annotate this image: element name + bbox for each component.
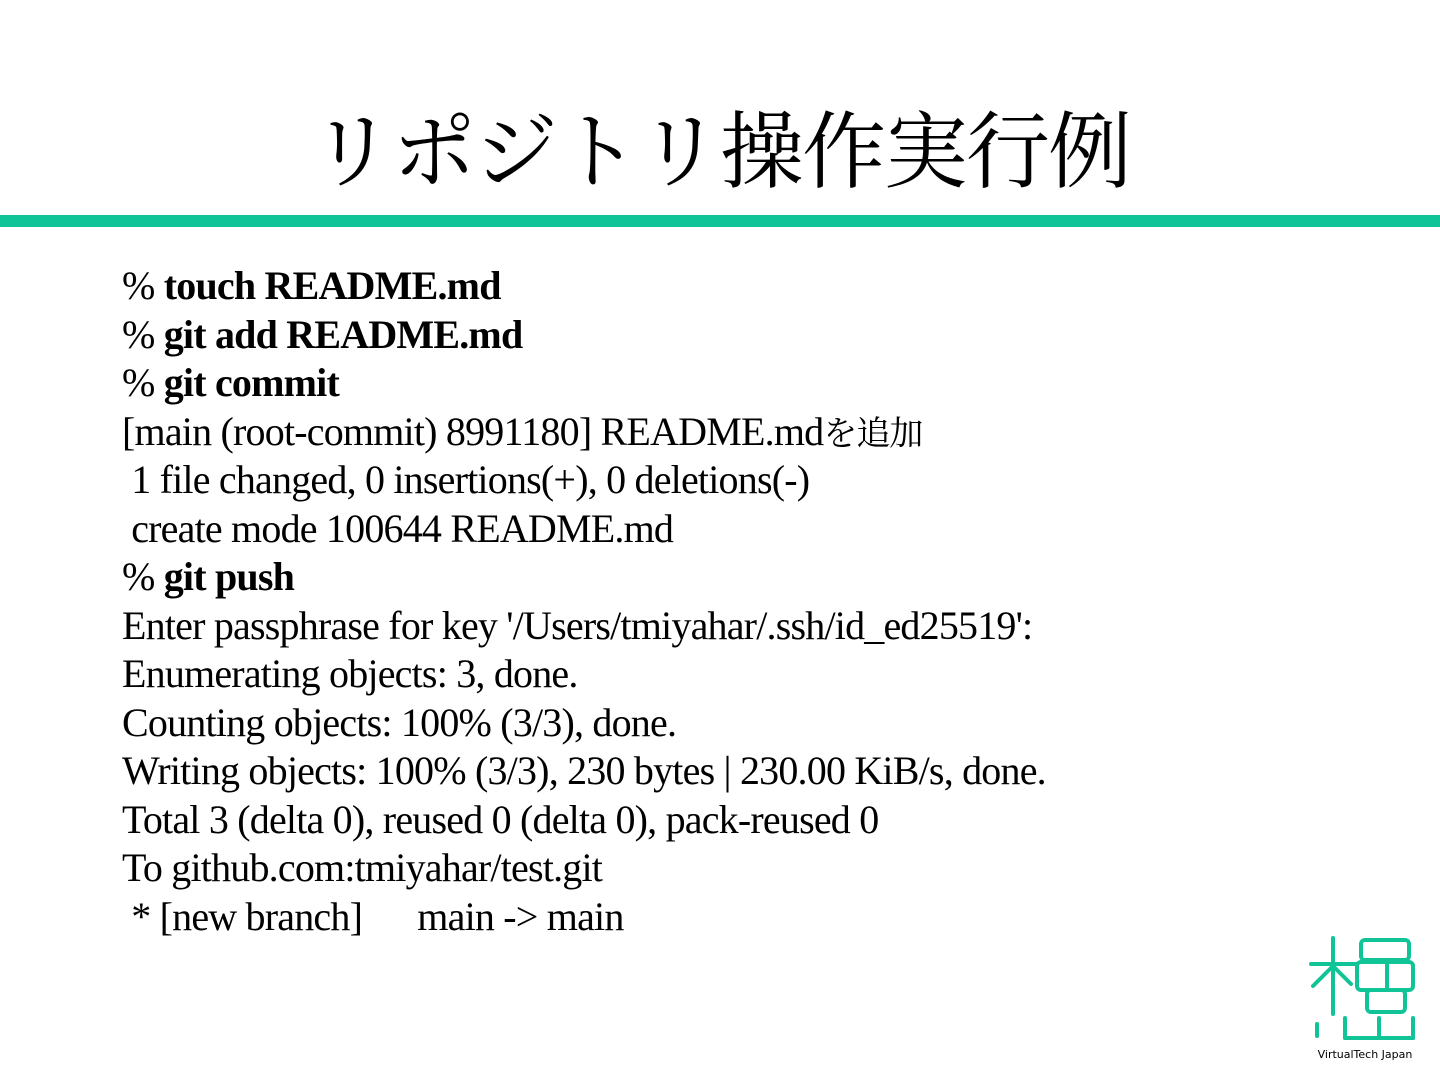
- output-text: Counting objects: 100% (3/3), done.: [122, 699, 677, 745]
- logo-caption: VirtualTech Japan: [1317, 1048, 1413, 1061]
- output-text: Enter passphrase for key '/Users/tmiyahar/.ssh/id_ed25519':: [122, 602, 1033, 648]
- terminal-line: [122, 747, 1302, 796]
- terminal-line: [122, 650, 1302, 699]
- output-text: Total 3 (delta 0), reused 0 (delta 0), pack-reused 0: [122, 796, 879, 842]
- command-text: git add README.md: [163, 311, 523, 357]
- prompt-symbol: %: [122, 311, 164, 357]
- terminal-line: [122, 505, 1302, 554]
- terminal-line: [122, 456, 1302, 505]
- terminal-line: [122, 602, 1302, 651]
- terminal-line: [122, 844, 1302, 893]
- output-text: Enumerating objects: 3, done.: [122, 651, 578, 696]
- title-underline: [0, 215, 1440, 227]
- output-text: * [new branch] main -> main: [122, 893, 624, 939]
- prompt-symbol: %: [122, 360, 164, 405]
- command-text: git push: [163, 554, 295, 599]
- output-text: create mode 100644 README.md: [122, 505, 674, 551]
- terminal-line: [122, 408, 1302, 457]
- prompt-symbol: %: [122, 263, 164, 308]
- terminal-line: [122, 262, 1302, 311]
- terminal-line: [122, 796, 1302, 845]
- output-text: 1 file changed, 0 insertions(+), 0 deletions(-): [122, 457, 810, 502]
- prompt-symbol: %: [122, 554, 164, 599]
- output-text: To github.com:tmiyahar/test.git: [122, 845, 603, 890]
- output-text-jp: を追加: [823, 413, 923, 454]
- command-text: git commit: [163, 360, 339, 405]
- terminal-line: [122, 893, 1302, 942]
- terminal-line: [122, 311, 1302, 360]
- slide-title: リポジトリ操作実行例: [309, 103, 1130, 201]
- terminal-line: [122, 359, 1302, 408]
- terminal-line: [122, 553, 1302, 602]
- terminal-line: [122, 699, 1302, 748]
- output-text: Writing objects: 100% (3/3), 230 bytes | 230.00 KiB/s, done.: [122, 748, 1046, 793]
- command-text: touch README.md: [163, 263, 501, 308]
- terminal-transcript: [122, 262, 1302, 941]
- output-text: [main (root-commit) 8991180] README.md: [122, 408, 824, 454]
